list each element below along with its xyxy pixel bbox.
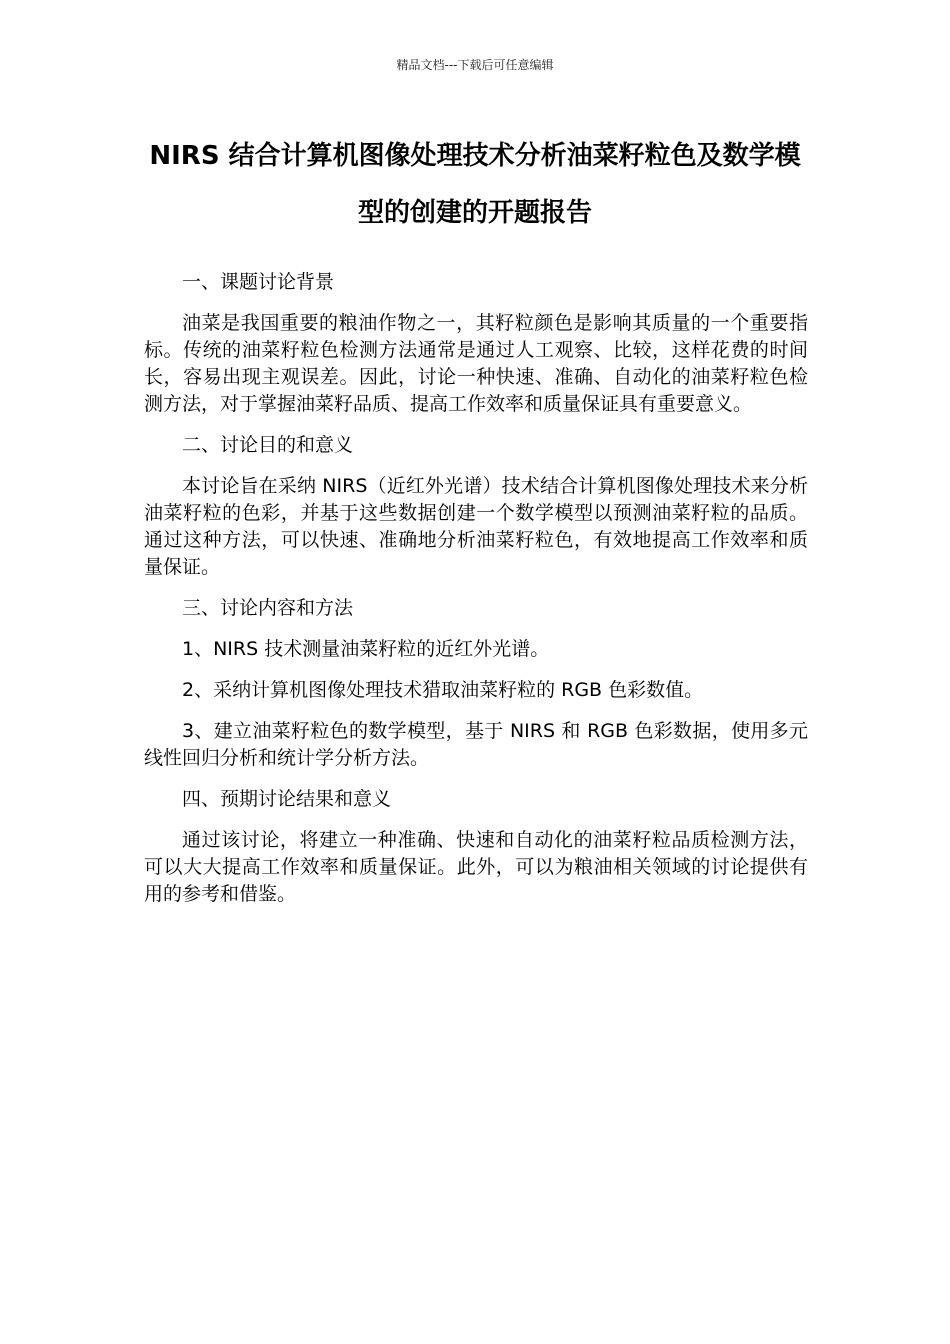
section-heading-purpose: 二、讨论目的和意义: [182, 434, 354, 456]
section-heading-background: 一、课题讨论背景: [182, 271, 335, 293]
paragraph-purpose: 本讨论旨在采纳 NIRS（近红外光谱）技术结合计算机图像处理技术来分析油菜籽粒的色彩，并基于这些数据创建一个数学模型以预测油菜籽粒的品质。通过这种方法，可以快速、准确地分析油菜籽粒色，有效地提高工作效率和质量保证。: [144, 475, 808, 578]
list-item-method-2: 2、采纳计算机图像处理技术猎取油菜籽粒的 RGB 色彩数值。: [182, 679, 704, 701]
section-heading-methods: 三、讨论内容和方法: [182, 597, 354, 619]
paragraph-expected-results: 通过该讨论，将建立一种准确、快速和自动化的油菜籽粒品质检测方法，可以大大提高工作效率和质量保证。此外，可以为粮油相关领域的讨论提供有用的参考和借鉴。: [144, 829, 808, 905]
paragraph-background: 油菜是我国重要的粮油作物之一，其籽粒颜色是影响其质量的一个重要指标。传统的油菜籽粒色检测方法通常是通过人工观察、比较，这样花费的时间长，容易出现主观误差。因此，讨论一种快速、准确、自动化的油菜籽粒色检测方法，对于掌握油菜籽品质、提高工作效率和质量保证具有重要意义。: [144, 312, 808, 415]
section-heading-expected-results: 四、预期讨论结果和意义: [182, 788, 392, 810]
list-item-method-3: 3、建立油菜籽粒色的数学模型，基于 NIRS 和 RGB 色彩数据，使用多元线性回归分析和统计学分析方法。: [144, 720, 808, 769]
document-body: [144, 269, 808, 922]
document-title: NIRS 结合计算机图像处理技术分析油菜籽粒色及数学模型的创建的开题报告: [149, 141, 801, 228]
page-header-note: 精品文档---下载后可任意编辑: [396, 58, 554, 72]
list-item-method-1: 1、NIRS 技术测量油菜籽粒的近红外光谱。: [182, 638, 550, 660]
